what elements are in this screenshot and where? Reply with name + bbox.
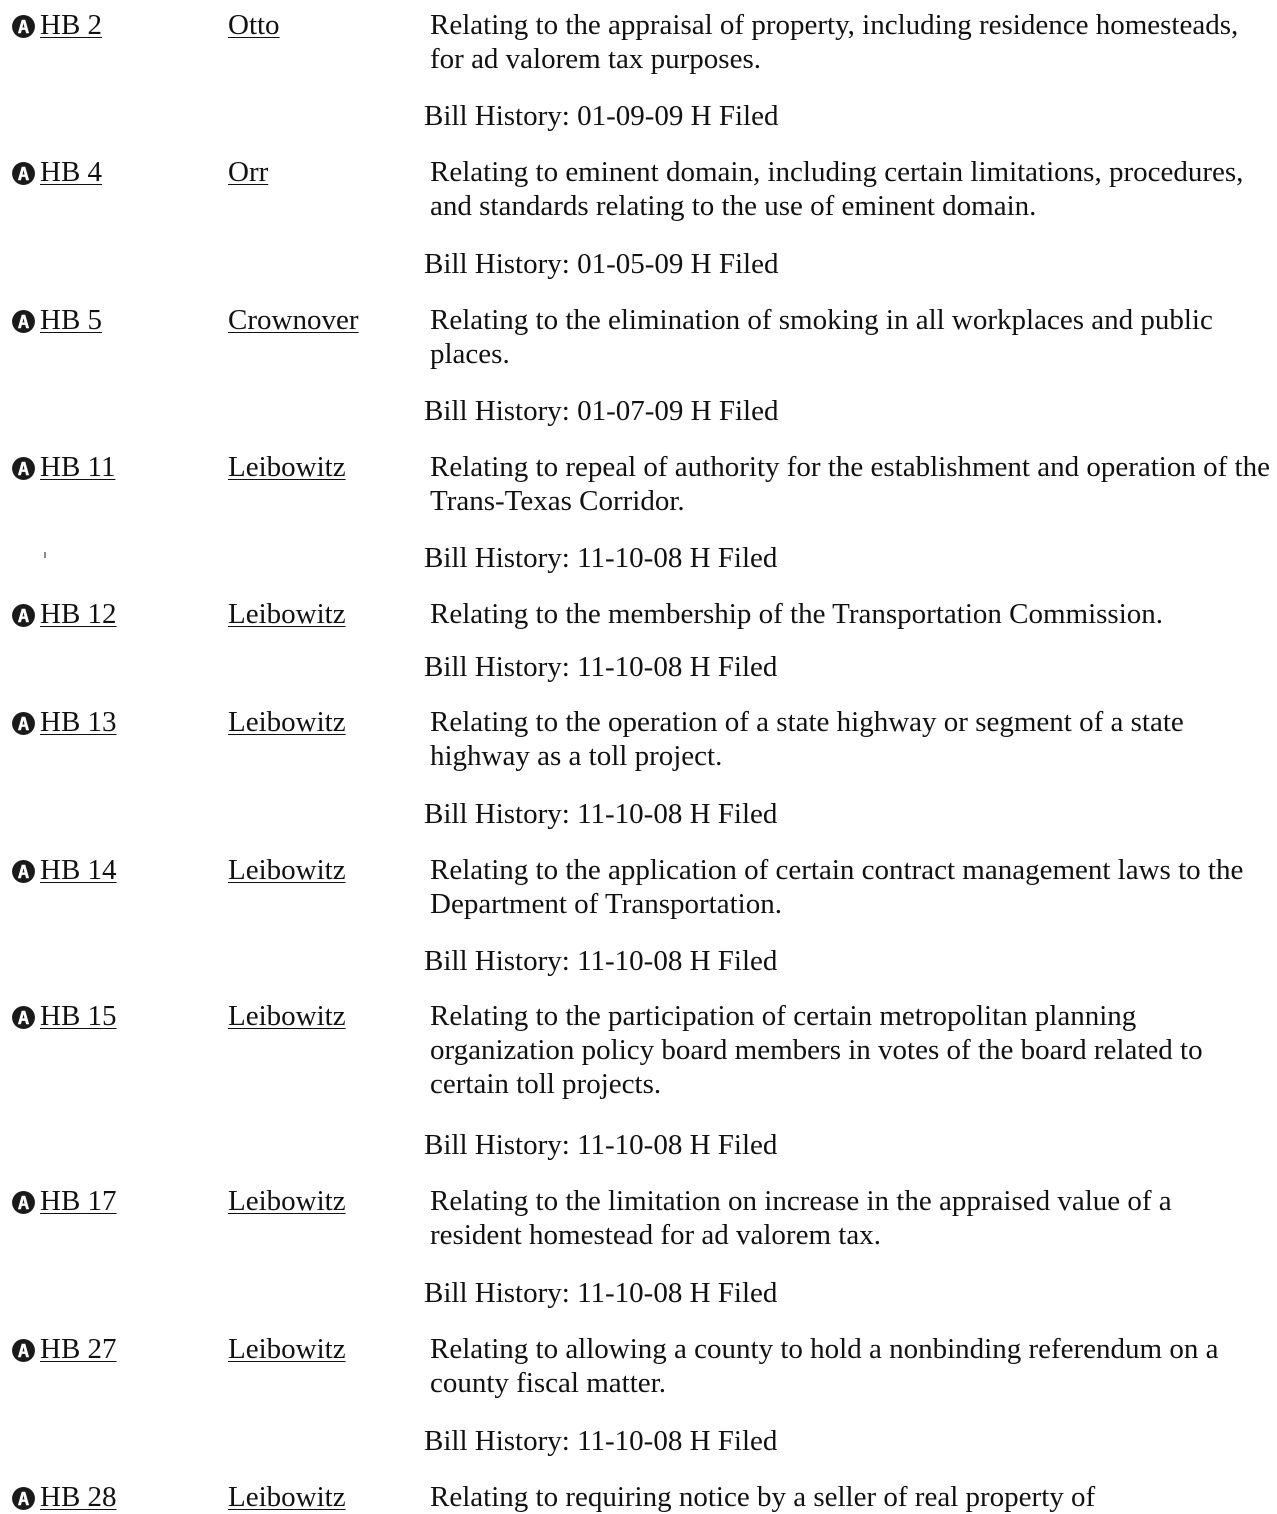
bill-history-label: Bill History: [424,1129,578,1161]
bill-status-icon [11,14,36,39]
bill-number-link[interactable]: HB 11 [40,451,116,483]
bill-caption: Relating to the operation of a state highway or segment of a state highway as a toll project. [430,706,1184,772]
bill-history-value: 01-05-09 H Filed [577,248,779,280]
bill-number-link[interactable]: HB 12 [40,598,117,630]
bill-history [424,99,778,133]
bill-history [424,944,777,978]
bill-status-icon [11,1486,36,1511]
bill-history-label: Bill History: [424,945,578,977]
bill-history-value: 11-10-08 H Filed [577,651,778,683]
bill-history-label: Bill History: [424,798,578,830]
bill-caption: Relating to the application of certain contract management laws to the Department of Transportation. [430,854,1244,920]
bill-status-icon [11,1005,36,1030]
bill-caption: Relating to repeal of authority for the establishment and operation of the Trans-Texas Corridor. [430,451,1270,517]
bill-number-link[interactable]: HB 4 [40,156,103,188]
bill-number-link[interactable]: HB 17 [40,1185,117,1217]
bill-history-label: Bill History: [424,248,578,280]
bill-caption: Relating to allowing a county to hold a nonbinding referendum on a county fiscal matter. [430,1333,1219,1399]
bill-caption: Relating to the appraisal of property, including residence homesteads, for ad valorem tax purposes. [430,9,1239,75]
bill-author-link[interactable]: Leibowitz [228,598,346,630]
bill-history [424,394,778,428]
bill-history-label: Bill History: [424,1277,578,1309]
bill-status-icon [11,711,36,736]
scan-speck [44,552,46,558]
bill-history-value: 11-10-08 H Filed [577,798,778,830]
bill-history-value: 11-10-08 H Filed [577,1129,778,1161]
bill-caption: Relating to the participation of certain metropolitan planning organization policy board members in votes of the board related to certain toll projects. [430,1000,1203,1100]
bill-history-label: Bill History: [424,395,578,427]
bill-status-icon [11,456,36,481]
bill-author-link[interactable]: Leibowitz [228,1333,346,1365]
bill-author-link[interactable]: Orr [228,156,269,188]
bill-history [424,541,777,575]
bill-number-link[interactable]: HB 28 [40,1481,117,1513]
bill-author-link[interactable]: Leibowitz [228,1185,346,1217]
bill-status-icon [11,1338,36,1363]
bill-history-label: Bill History: [424,542,578,574]
bill-caption: Relating to the membership of the Transportation Commission. [430,598,1164,630]
bill-author-link[interactable]: Leibowitz [228,854,346,886]
bill-history [424,1128,777,1162]
bill-status-icon [11,859,36,884]
bill-history [424,1424,777,1458]
bill-status-icon [11,603,36,628]
bill-history-value: 11-10-08 H Filed [577,1277,778,1309]
bill-status-icon [11,1190,36,1215]
bill-author-link[interactable]: Otto [228,9,280,41]
bill-caption: Relating to eminent domain, including certain limitations, procedures, and standards relating to the use of eminent domain. [430,156,1244,222]
bill-author-link[interactable]: Leibowitz [228,1481,346,1513]
bill-history [424,797,777,831]
bill-number-link[interactable]: HB 2 [40,9,103,41]
bill-history [424,1276,777,1310]
bill-number-link[interactable]: HB 5 [40,304,103,336]
bill-history-value: 11-10-08 H Filed [577,945,778,977]
bill-author-link[interactable]: Leibowitz [228,451,346,483]
bill-history-value: 11-10-08 H Filed [577,1425,778,1457]
bill-history-value: 01-09-09 H Filed [577,100,779,132]
bill-history [424,247,778,281]
bill-history-value: 11-10-08 H Filed [577,542,778,574]
bill-caption: Relating to the elimination of smoking in all workplaces and public places. [430,304,1213,370]
bill-history-value: 01-07-09 H Filed [577,395,779,427]
bill-number-link[interactable]: HB 15 [40,1000,117,1032]
bill-status-icon [11,309,36,334]
bill-number-link[interactable]: HB 13 [40,706,117,738]
bill-history-label: Bill History: [424,100,578,132]
bill-author-link[interactable]: Crownover [228,304,359,336]
bill-caption: Relating to requiring notice by a seller of real property of [430,1481,1096,1513]
bill-history-label: Bill History: [424,651,578,683]
bill-status-icon [11,161,36,186]
bill-number-link[interactable]: HB 27 [40,1333,117,1365]
bill-author-link[interactable]: Leibowitz [228,1000,346,1032]
bill-history-label: Bill History: [424,1425,578,1457]
bill-number-link[interactable]: HB 14 [40,854,117,886]
bill-author-link[interactable]: Leibowitz [228,706,346,738]
bill-caption: Relating to the limitation on increase in the appraised value of a resident homestead for ad valorem tax. [430,1185,1172,1251]
bill-history [424,650,777,684]
